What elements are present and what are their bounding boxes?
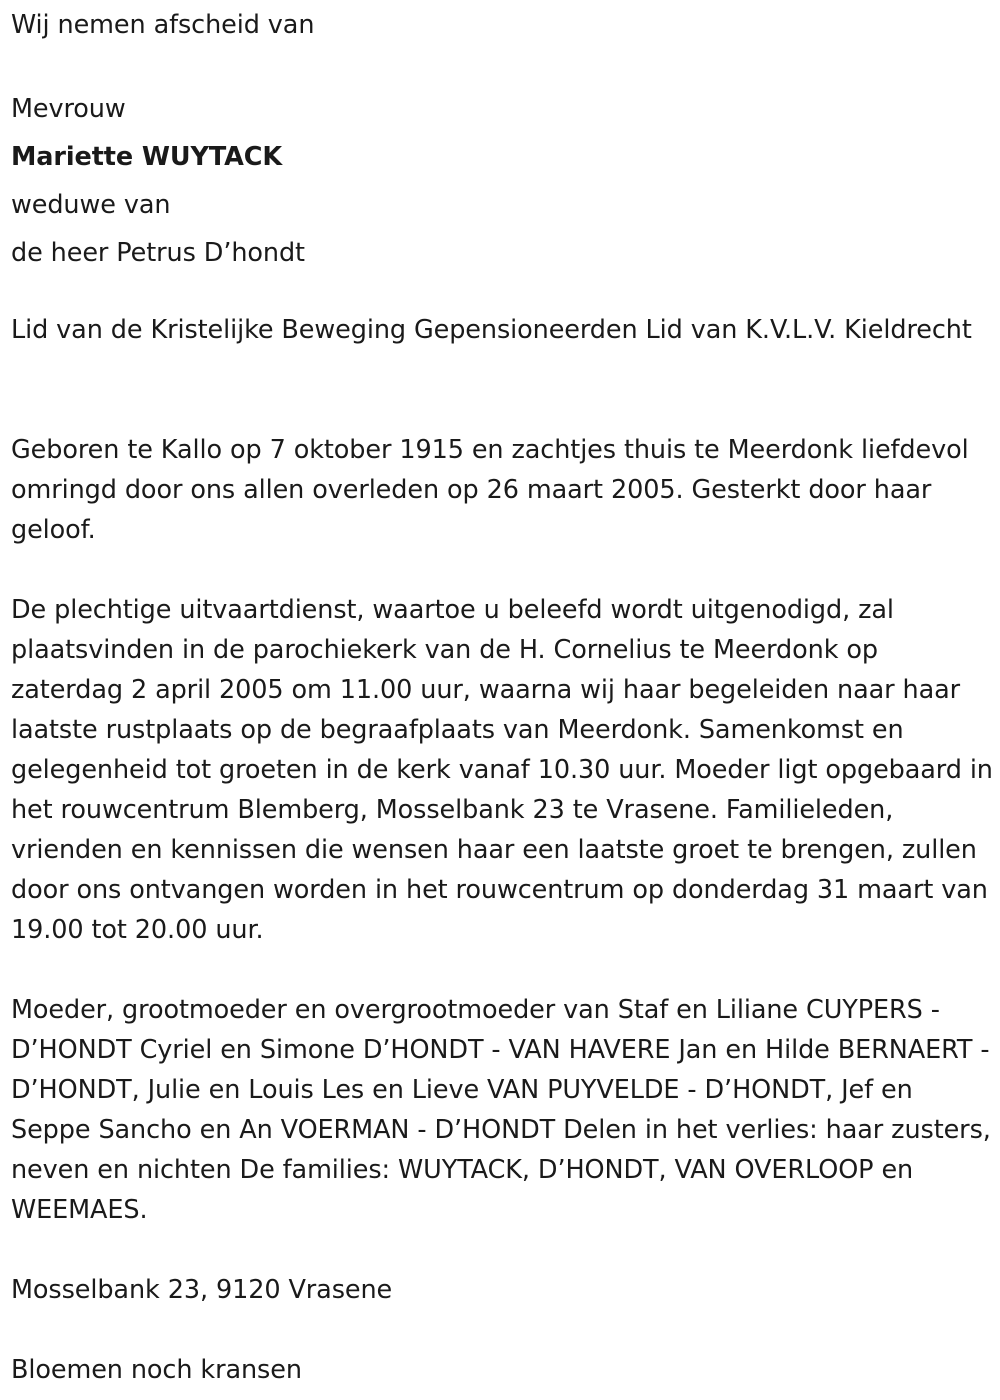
address-text: Mosselbank 23, 9120 Vrasene: [11, 1275, 393, 1305]
spouse-name: de heer Petrus D’hondt: [11, 238, 305, 268]
birth-death-paragraph: Geboren te Kallo op 7 oktober 1915 en zachtjes thuis te Meerdonk liefdevol omringd door ons allen overleden op 26 maart 2005. Gesterkt door haar geloof.: [11, 435, 969, 545]
intro-text: Wij nemen afscheid van: [11, 10, 315, 40]
relation-text: weduwe van: [11, 190, 171, 220]
deceased-block: [11, 85, 305, 277]
honorific: Mevrouw: [11, 94, 126, 124]
deceased-name: Mariette WUYTACK: [11, 142, 283, 172]
funeral-service-paragraph: De plechtige uitvaartdienst, waartoe u beleefd wordt uitgenodigd, zal plaatsvinden in de parochiekerk van de H. Cornelius te Meerdonk op zaterdag 2 april 2005 om 11.00 uur, waarna wij haar begeleiden naar haar laatste rustplaats op de begraafplaats van Meerdonk. Samenkomst en gelegenheid tot groeten in de kerk vanaf 10.30 uur. Moeder ligt opgebaard in het rouwcentrum Blemberg, Mosselbank 23 te Vrasene. Familieleden, vrienden en kennissen die wensen haar een laatste groet te brengen, zullen door ons ontvangen worden in het rouwcentrum op donderdag 31 maart van 19.00 tot 20.00 uur.: [11, 595, 993, 945]
flowers-note: Bloemen noch kransen: [11, 1355, 302, 1385]
membership-paragraph: Lid van de Kristelijke Beweging Gepensioneerden Lid van K.V.L.V. Kieldrecht: [11, 315, 972, 345]
family-paragraph: Moeder, grootmoeder en overgrootmoeder van Staf en Liliane CUYPERS - D’HONDT Cyriel en Simone D’HONDT - VAN HAVERE Jan en Hilde BERNAERT - D’HONDT, Julie en Louis Les en Lieve VAN PUYVELDE - D’HONDT, Jef en Seppe Sancho en An VOERMAN - D’HONDT Delen in het verlies: haar zusters, neven en nichten De families: WUYTACK, D’HONDT, VAN OVERLOOP en WEEMAES.: [11, 995, 991, 1225]
